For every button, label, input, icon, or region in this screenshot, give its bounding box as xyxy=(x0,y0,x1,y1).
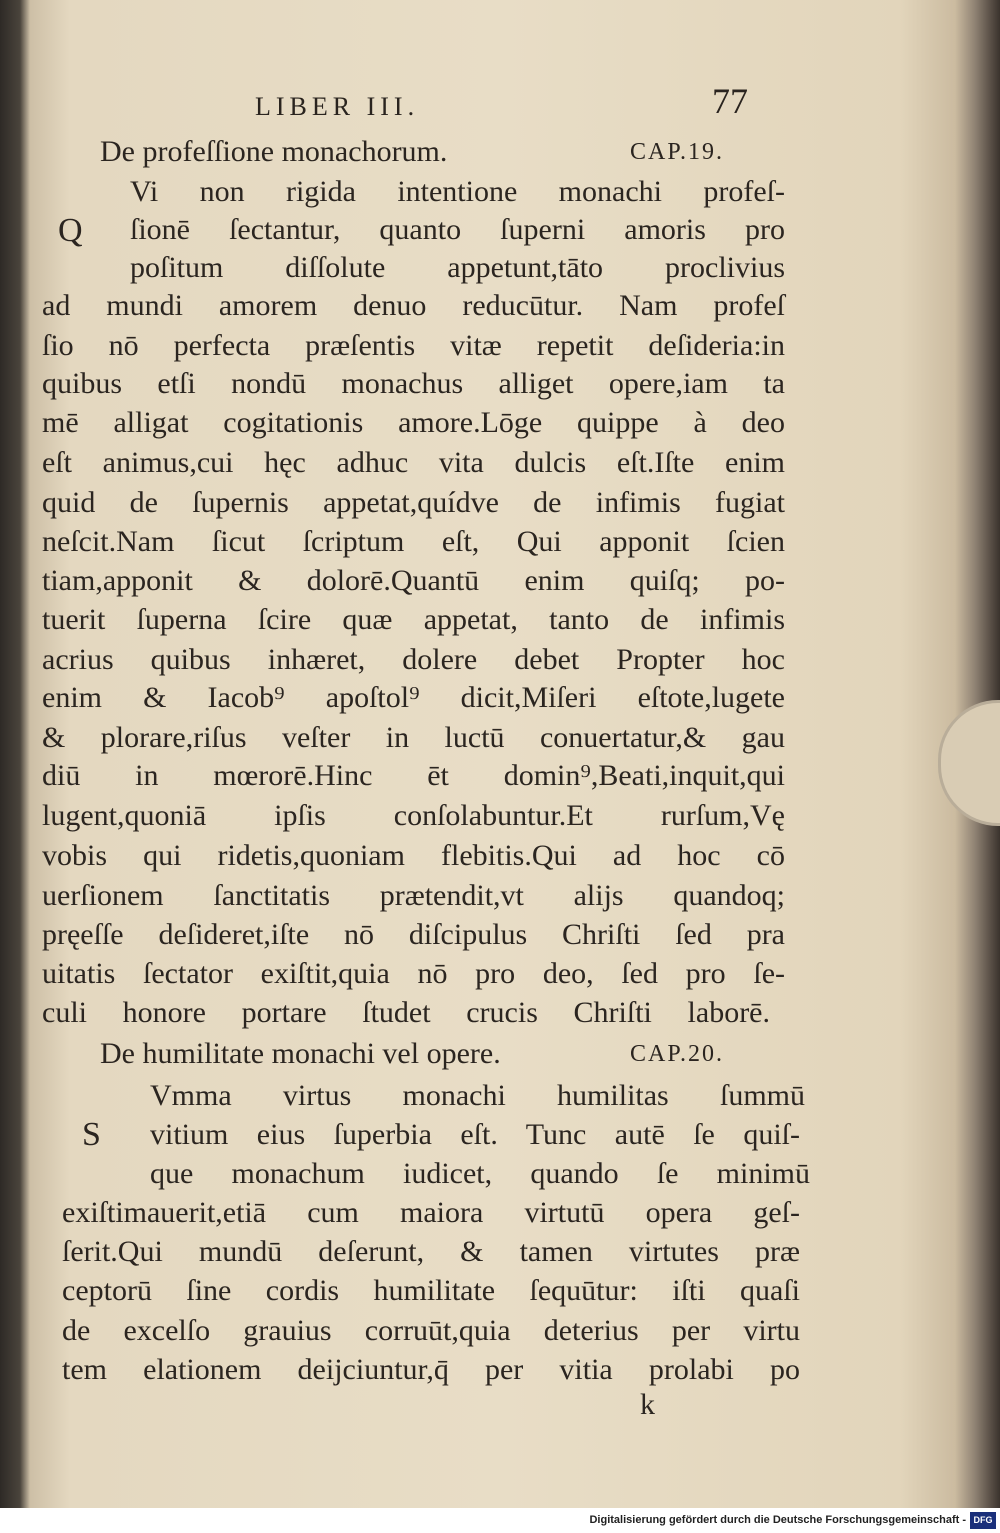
chapter-heading: De profeſſione monachorum. xyxy=(100,135,448,168)
chapter-number: CAP.20. xyxy=(630,1041,725,1067)
text-line: de excelſo grauius corruūt,quia deterius per virtu xyxy=(62,1314,800,1347)
text-line: uitatis ſectator exiſtit,quia nō pro deo, ſed pro ſe- xyxy=(42,957,785,990)
text-line: ſerit.Qui mundū deſerunt, & tamen virtutes præ xyxy=(62,1235,800,1268)
running-title: LIBER III. xyxy=(255,92,420,121)
text-line: ſio nō perfecta præſentis vitæ repetit deſideria:in xyxy=(42,329,785,362)
text-line: vobis qui ridetis,quoniam flebitis.Qui ad hoc cō xyxy=(42,839,785,872)
chapter-number: CAP.19. xyxy=(630,139,725,165)
dfg-logo: DFG xyxy=(970,1512,996,1529)
text-line: quid de ſupernis appetat,quídve de infimis fugiat xyxy=(42,486,785,519)
text-line: ad mundi amorem denuo reducūtur. Nam profeſ xyxy=(42,289,785,322)
footer-bar xyxy=(0,1508,1000,1533)
text-line: ceptorū ſine cordis humilitate ſequūtur: iſti quaſi xyxy=(62,1274,800,1307)
text-line: enim & Iacob⁹ apoſtol⁹ dicit,Miſeri eſtote,lugete xyxy=(42,681,785,714)
drop-initial: S xyxy=(82,1116,101,1153)
text-line: tuerit ſuperna ſcire quæ appetat, tanto de infimis xyxy=(42,603,785,636)
text-line: diū in mœrorē.Hinc ēt domin⁹,Beati,inquit,qui xyxy=(42,759,785,792)
text-line: que monachum iudicet, quando ſe minimū xyxy=(150,1157,810,1190)
text-line: Vi non rigida intentione monachi profeſ- xyxy=(130,175,785,208)
signature-mark: k xyxy=(640,1388,655,1421)
text-line: uerſionem ſanctitatis prætendit,vt alijs quandoq; xyxy=(42,879,785,912)
chapter-heading: De humilitate monachi vel opere. xyxy=(100,1037,501,1070)
text-line: quibus etſi nondū monachus alliget opere,iam ta xyxy=(42,367,785,400)
text-line: eſt animus,cui hęc adhuc vita dulcis eſt.Iſte enim xyxy=(42,446,785,479)
text-line: vitium eius ſuperbia eſt. Tunc autē ſe quiſ- xyxy=(150,1118,800,1151)
text-line: Vmma virtus monachi humilitas ſummū xyxy=(150,1079,805,1112)
text-line: poſitum diſſolute appetunt,tāto proclivius xyxy=(130,251,785,284)
text-line: exiſtimauerit,etiā cum maiora virtutū opera geſ- xyxy=(62,1196,800,1229)
drop-initial: Q xyxy=(58,212,83,249)
text-line: tem elationem deijciuntur,q̄ per vitia prolabi po xyxy=(62,1353,800,1386)
text-line: lugent,quoniā ipſis conſolabuntur.Et rurſum,Vę xyxy=(42,799,785,832)
page-number: 77 xyxy=(712,81,748,121)
text-line: neſcit.Nam ſicut ſcriptum eſt, Qui apponit ſcien xyxy=(42,525,785,558)
text-line: acrius quibus inhæret, dolere debet Propter hoc xyxy=(42,643,785,676)
funding-notice: Digitalisierung gefördert durch die Deutsche Forschungsgemeinschaft - xyxy=(589,1514,966,1526)
text-line: pręeſſe deſideret,iſte nō diſcipulus Chriſti ſed pra xyxy=(42,918,785,951)
text-line: mē alligat cogitationis amore.Lōge quippe à deo xyxy=(42,406,785,439)
text-line: culi honore portare ſtudet crucis Chriſti laborē. xyxy=(42,996,770,1029)
text-line: tiam,apponit & dolorē.Quantū enim quiſq; po- xyxy=(42,564,785,597)
text-line: ſionē ſectantur, quanto ſuperni amoris pro xyxy=(130,213,785,246)
text-line: & plorare,riſus veſter in luctū conuertatur,& gau xyxy=(42,721,785,754)
